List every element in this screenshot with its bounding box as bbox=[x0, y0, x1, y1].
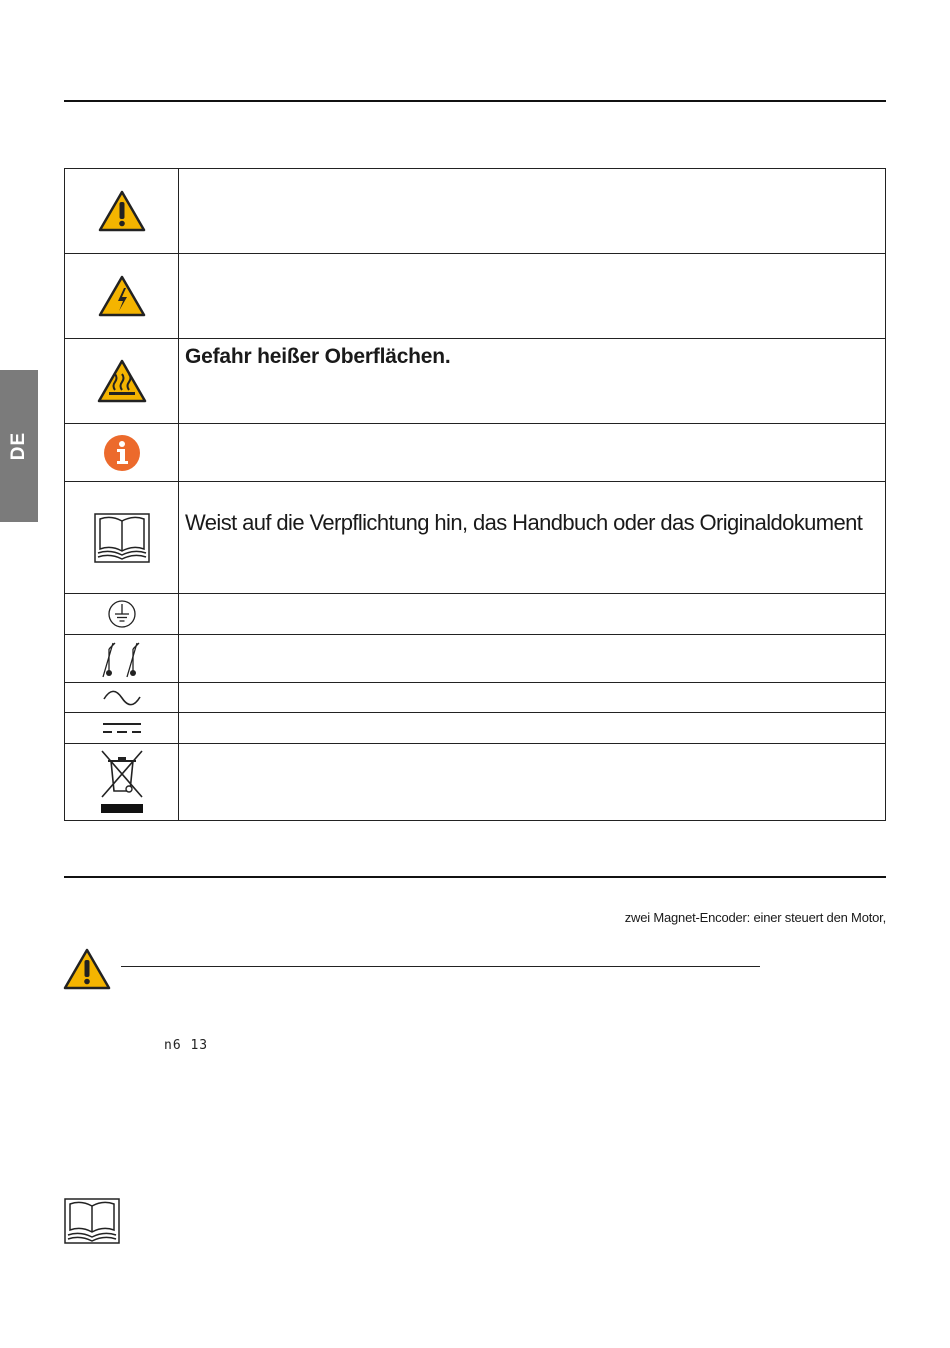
warning-underline bbox=[121, 966, 760, 967]
symbol-description bbox=[179, 169, 886, 254]
symbol-description bbox=[179, 744, 886, 821]
info-icon bbox=[103, 434, 141, 472]
manual-description: Weist auf die Verpflichtung hin, das Handbuch oder das Originaldokument bbox=[185, 510, 863, 535]
inline-warning bbox=[63, 948, 111, 995]
table-row bbox=[65, 635, 886, 683]
symbol-description bbox=[179, 594, 886, 635]
symbol-description bbox=[179, 683, 886, 713]
alternating-current-icon bbox=[102, 690, 142, 706]
temperature-limit-icon bbox=[99, 639, 145, 679]
warning-triangle-icon bbox=[98, 190, 146, 232]
manual-reference bbox=[64, 1198, 120, 1249]
language-tab-label: DE bbox=[8, 431, 29, 461]
symbol-description bbox=[179, 254, 886, 339]
table-row bbox=[65, 594, 886, 635]
symbol-description bbox=[179, 713, 886, 744]
direct-current-icon bbox=[102, 721, 142, 735]
weee-bin-icon bbox=[98, 749, 146, 815]
display-code: n6 13 bbox=[164, 1038, 209, 1053]
hot-surface-title: Gefahr heißer Oberflächen. bbox=[185, 345, 451, 368]
symbols-table bbox=[64, 168, 886, 821]
electric-hazard-icon bbox=[98, 275, 146, 317]
warning-triangle-icon bbox=[63, 948, 111, 990]
encoder-note: zwei Magnet-Encoder: einer steuert den Motor, bbox=[624, 910, 886, 925]
table-row bbox=[65, 254, 886, 339]
table-row bbox=[65, 169, 886, 254]
table-row bbox=[65, 339, 886, 424]
table-row bbox=[65, 424, 886, 482]
manual-book-icon bbox=[64, 1198, 120, 1244]
symbol-description bbox=[179, 424, 886, 482]
symbol-description bbox=[179, 635, 886, 683]
language-tab bbox=[0, 370, 38, 522]
table-row bbox=[65, 482, 886, 594]
ground-icon bbox=[107, 599, 137, 629]
hot-surface-icon bbox=[97, 359, 147, 403]
top-rule bbox=[64, 100, 886, 102]
table-row bbox=[65, 683, 886, 713]
section-rule bbox=[64, 876, 886, 878]
table-row bbox=[65, 713, 886, 744]
table-row bbox=[65, 744, 886, 821]
manual-book-icon bbox=[94, 513, 150, 563]
